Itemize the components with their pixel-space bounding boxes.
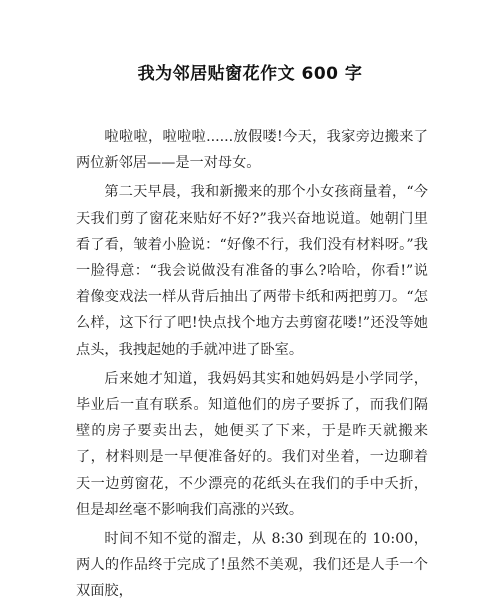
paragraph-3: 后来她才知道，我妈妈其实和她妈妈是小学同学，毕业后一直有联系。知道他们的房子要拆了，而我们隔壁的房子要卖出去，她便买了下来，于是昨天就搬来了，材料则是一早便准备好的。我们对坐着，一边聊着天一边剪窗花，不少漂亮的花纸头在我们的手中夭折，但是却丝毫不影响我们高涨的兴致。 bbox=[76, 370, 428, 518]
document-body bbox=[76, 124, 428, 605]
document-title: 我为邻居贴窗花作文 600 字 bbox=[137, 64, 363, 84]
paragraph-2: 第二天早晨，我和新搬来的那个小女孩商量着，“今天我们剪了窗花来贴好不好?”我兴奋地说道。她朝门里看了看，皱着小脸说：“好像不行，我们没有材料呀。”我一脸得意：“我会说做没有准备的事么?哈哈，你看!”说着像变戏法一样从背后抽出了两带卡纸和两把剪刀。“怎么样，这下行了吧!快点找个地方去剪窗花喽!”还没等她点头，我拽起她的手就冲进了卧室。 bbox=[76, 184, 428, 358]
paragraph-4: 时间不知不觉的溜走，从 8:30 到现在的 10:00，两人的作品终于完成了!虽然不美观，我们还是人手一个双面胶， bbox=[76, 531, 428, 600]
paragraph-1: 啦啦啦，啦啦啦......放假喽!今天，我家旁边搬来了两位新邻居——是一对母女。 bbox=[76, 129, 428, 172]
